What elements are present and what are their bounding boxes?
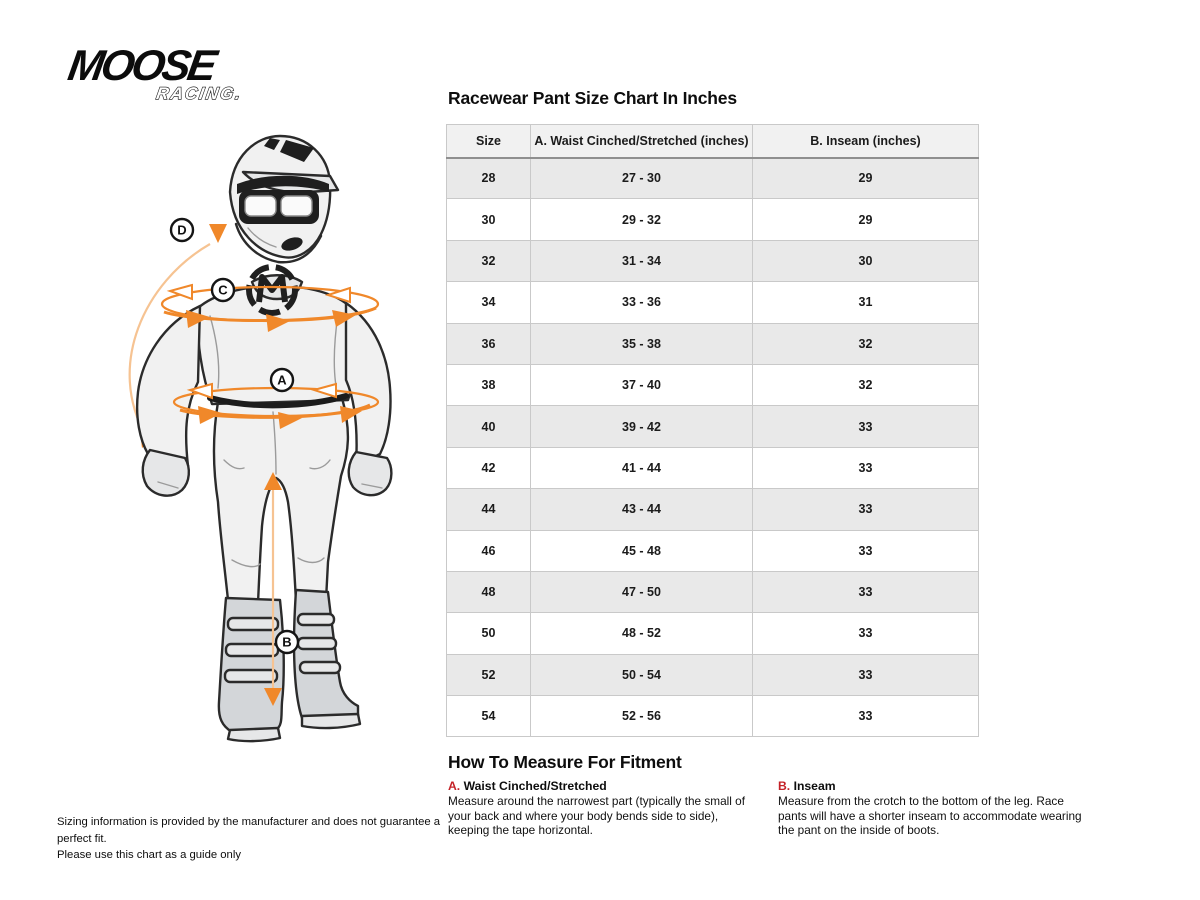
table-row (447, 654, 979, 695)
table-cell: 31 (753, 282, 979, 323)
rider-pants (214, 398, 348, 603)
waist-label (271, 369, 293, 391)
sleeve-label (171, 219, 193, 241)
table-row (447, 613, 979, 654)
disclaimer-line-1: Sizing information is provided by the manufacturer and does not guarantee a perfect fit. (57, 816, 441, 845)
table-cell: 45 - 48 (531, 530, 753, 571)
measure-letter-a: A. (448, 779, 461, 793)
inseam-label (276, 631, 298, 653)
table-cell: 32 (753, 364, 979, 405)
table-cell: 33 (753, 489, 979, 530)
rider-helmet (230, 136, 338, 262)
column-header-waist: A. Waist Cinched/Stretched (inches) (531, 125, 753, 158)
table-cell: 29 - 32 (531, 199, 753, 240)
measure-label-text: Inseam (793, 779, 836, 793)
table-cell: 42 (447, 447, 531, 488)
svg-text:D: D (177, 222, 187, 238)
table-row (447, 199, 979, 240)
table-cell: 52 (447, 654, 531, 695)
table-cell: 48 - 52 (531, 613, 753, 654)
rider-illustration (40, 130, 430, 750)
table-cell: 29 (753, 199, 979, 240)
table-cell: 44 (447, 489, 531, 530)
table-row (447, 530, 979, 571)
table-cell: 37 - 40 (531, 364, 753, 405)
table-cell: 40 (447, 406, 531, 447)
brand-wordmark: MOOSE (64, 42, 218, 90)
measure-label-text: Waist Cinched/Stretched (463, 779, 607, 793)
column-header-size: Size (447, 125, 531, 158)
chest-label (212, 279, 234, 301)
table-cell: 50 - 54 (531, 654, 753, 695)
table-row (447, 447, 979, 488)
table-cell: 47 - 50 (531, 571, 753, 612)
table-row (447, 158, 979, 199)
table-cell: 33 (753, 571, 979, 612)
table-cell: 32 (447, 240, 531, 281)
measure-item-inseam-label (778, 779, 1090, 793)
table-cell: 35 - 38 (531, 323, 753, 364)
table-cell: 39 - 42 (531, 406, 753, 447)
column-header-inseam: B. Inseam (inches) (753, 125, 979, 158)
disclaimer-line-2: Please use this chart as a guide only (57, 849, 241, 861)
measure-section-title: How To Measure For Fitment (448, 752, 682, 772)
disclaimer-text (57, 814, 447, 864)
table-cell: 29 (753, 158, 979, 199)
table-header-row (447, 125, 979, 158)
table-cell: 50 (447, 613, 531, 654)
brand-subword: RACING. (154, 84, 244, 103)
table-cell: 27 - 30 (531, 158, 753, 199)
table-cell: 30 (753, 240, 979, 281)
table-cell: 33 (753, 613, 979, 654)
table-cell: 33 - 36 (531, 282, 753, 323)
table-row (447, 240, 979, 281)
table-row (447, 364, 979, 405)
measure-item-waist (448, 779, 748, 837)
table-cell: 34 (447, 282, 531, 323)
measure-item-waist-label (448, 779, 748, 793)
rider-boots (219, 590, 360, 741)
table-cell: 33 (753, 447, 979, 488)
table-cell: 33 (753, 654, 979, 695)
table-cell: 33 (753, 406, 979, 447)
table-row (447, 323, 979, 364)
measure-letter-b: B. (778, 779, 791, 793)
table-cell: 30 (447, 199, 531, 240)
table-cell: 33 (753, 530, 979, 571)
table-cell: 31 - 34 (531, 240, 753, 281)
table-row (447, 282, 979, 323)
table-cell: 28 (447, 158, 531, 199)
moose-racing-logo (55, 38, 265, 108)
table-cell: 36 (447, 323, 531, 364)
table-cell: 54 (447, 696, 531, 737)
svg-text:A: A (277, 372, 287, 388)
measure-item-inseam-text: Measure from the crotch to the bottom of the leg. Race pants will have a shorter inseam to accommodate wearing the pant on the inside of boots. (778, 794, 1082, 837)
size-chart-title: Racewear Pant Size Chart In Inches (448, 88, 737, 108)
table-row (447, 571, 979, 612)
svg-text:B: B (282, 634, 292, 650)
table-cell: 48 (447, 571, 531, 612)
size-chart-table (446, 124, 979, 737)
measure-item-inseam (778, 779, 1090, 837)
measure-item-waist-text: Measure around the narrowest part (typically the small of your back and where your body bends side to side), keeping the tape horizontal. (448, 794, 746, 837)
table-cell: 38 (447, 364, 531, 405)
table-row (447, 406, 979, 447)
table-cell: 33 (753, 696, 979, 737)
table-row (447, 489, 979, 530)
table-cell: 46 (447, 530, 531, 571)
table-cell: 32 (753, 323, 979, 364)
table-cell: 43 - 44 (531, 489, 753, 530)
svg-text:C: C (218, 282, 228, 298)
table-cell: 41 - 44 (531, 447, 753, 488)
table-row (447, 696, 979, 737)
size-chart-body (447, 158, 979, 737)
table-cell: 52 - 56 (531, 696, 753, 737)
